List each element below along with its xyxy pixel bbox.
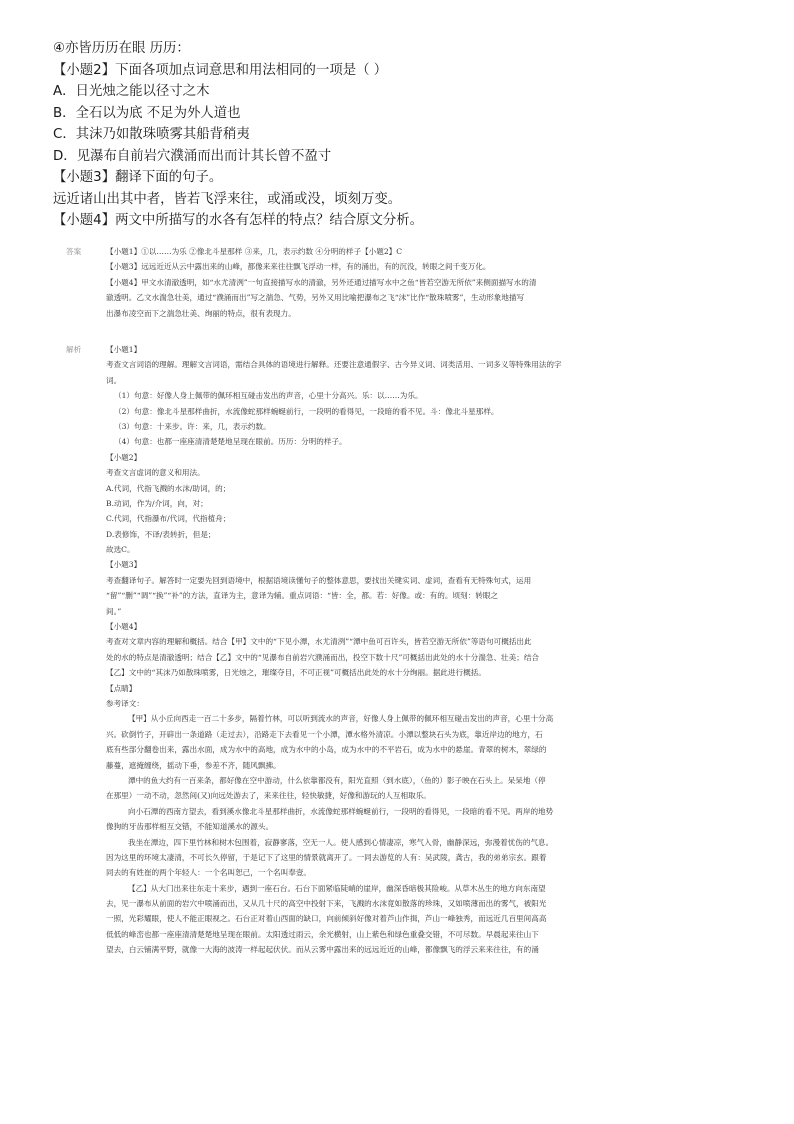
answer-line: 【小题3】远远近近从云中露出来的山峰，都像来来往往飘飞浮动一样，有的涌出，有的沉没，转眼之间千变万化。: [106, 262, 491, 272]
analysis-line: 在那里）一动不动，忽然间(又)向远处游去了，来来往往，轻快敏捷，好像和游玩的人互相取乐。: [106, 791, 431, 801]
analysis-line: 考查文言虚词的意义和用法。: [106, 468, 205, 478]
analysis-line: 望去，白云铺满平野，就像一大海的波涛一样起起伏伏。而从云雾中露出来的远远近近的山峰，都像飘飞的浮云来来往往，有的涌: [106, 945, 539, 955]
analysis-line: C.代词，代指瀑布/代词，代指植舟；: [106, 514, 231, 524]
answer-line: 【小题4】甲文水清澈透明，如“水尤清洌”一句直接描写水的清澈，另外还通过描写水中之鱼“皆若空游无所依”来侧面描写水的清: [106, 277, 537, 287]
analysis-line: 【点睛】: [106, 683, 137, 693]
analysis-line: 词。: [106, 375, 122, 385]
question-line-1: ④亦皆历历在眼 历历：: [53, 41, 190, 56]
analysis-line: 【甲】从小丘向西走一百二十多步，隔着竹林，可以听到流水的声音，好像人身上佩带的佩环相互碰击发出的声音，心里十分高: [128, 714, 554, 724]
answer-line: 【小题1】①以……为乐 ②像北斗星那样 ③来，几，表示约数 ④分明的样子【小题2】C: [106, 247, 403, 256]
analysis-line: 一照，光彩耀眼，使人不能正眼视之。石台正对着山西面的缺口，向前倾斜好像对着芦山作揖，芦山一峰独秀，而远近几百里间高高: [106, 914, 547, 924]
option-b-text: B．全石以为底 不足为外人道也: [53, 105, 241, 121]
question-line-2: 【小题2】下面各项加点词意思和用法相同的一项是（ ）: [53, 62, 388, 78]
analysis-line: 间。”: [106, 606, 122, 616]
analysis-line: （1）句意：好像人身上佩带的佩环相互碰击发出的声音，心里十分高兴。乐：以……为乐。: [114, 391, 423, 401]
analysis-line: 向小石潭的西南方望去，看到溪水像北斗星那样曲折，水流像蛇那样蜿蜒前行，一段明的看得见，一段暗的看不见。两岸的地势: [128, 806, 554, 816]
analysis-line: 因为这里的环境太凄清，不可长久停留，于是记下了这里的情景就离开了。一同去游览的人有：吴武陵，龚古，我的弟弟宗玄。跟着: [106, 852, 547, 862]
option-a-text: A．日光烛之能以径寸之木: [53, 84, 210, 99]
answer-body: [106, 244, 754, 321]
analysis-line: 考查翻译句子。解答时一定要先回到语境中，根据语境读懂句子的整体意思，要找出关键实词、虚词，查看有无特殊句式，运用: [106, 575, 532, 585]
analysis-line: 【小题3】: [106, 560, 142, 570]
analysis-line: 底有些部分翻卷出来，露出水面，成为水中的高地，成为水中的小岛，成为水中的不平岩石，成为水中的悬崖。青翠的树木，翠绿的: [106, 745, 547, 755]
analysis-line: （4）句意：也都一座座清清楚楚地呈现在眼前。历历：分明的样子。: [114, 437, 347, 447]
analysis-line: （2）句意：像北斗星那样曲折，水流像蛇那样蜿蜒前行，一段明的看得见，一段暗的看不见。斗：像北斗星那样。: [114, 406, 499, 416]
analysis-line: 像狗的牙齿那样相互交错，不能知道溪水的源头。: [106, 822, 274, 832]
analysis-line: 【乙】文中的“其沫乃如散珠喷雾，日光烛之，璀璨夺目，不可正视”可概括出此处的水十分绚丽。据此进行概括。: [106, 668, 486, 678]
answer-section: [66, 244, 746, 339]
analysis-tag: 解析: [66, 345, 82, 354]
question-option-d: [53, 146, 753, 168]
analysis-line: “留”“删”“调”“换”“补”的方法，直译为主，意译为辅。重点词语：“皆：全，都。若：好像。或：有的。顷刻：转眼之: [106, 591, 499, 601]
analysis-line: D.表修饰，不译/表转折，但是；: [106, 529, 216, 539]
analysis-line: 【小题1】: [106, 345, 142, 354]
analysis-line: 考查文言词语的理解。理解文言词语，需结合具体的语境进行解释。还要注意通假字、古今异义词、词类活用、一词多义等特殊用法的字: [106, 360, 562, 370]
analysis-line: （3）句意：十来步。许：来，几，表示约数。: [114, 421, 271, 431]
analysis-line: 故选C。: [106, 545, 135, 555]
analysis-body: [106, 342, 754, 958]
option-d-text: D．见瀑布自前岩穴濮涌而出而计其长曾不盈寸: [53, 148, 332, 164]
analysis-line: 我坐在潭边，四下里竹林和树木包围着，寂静寥落，空无一人。使人感到心情凄凉，寒气入骨，幽静深远，弥漫着忧伤的气息。: [128, 837, 554, 847]
question-option-c: [53, 124, 753, 146]
analysis-line: 去，见一瀑布从前面的岩穴中喷涌而出，又从几十尺的高空中投射下来，飞溅的水沫竟如散落的珍珠，又如喷薄而出的雾气，被阳光: [106, 899, 547, 909]
analysis-line: 藤蔓，遮掩缠绕，摇动下垂，参差不齐，随风飘拂。: [106, 760, 281, 770]
question-block: [53, 38, 753, 232]
analysis-line: 【小题4】: [106, 622, 142, 632]
question-option-a: [53, 81, 753, 103]
analysis-line: 同去的有姓崔的两个年轻人：一个名叫恕己，一个名叫奉壹。: [106, 868, 312, 878]
analysis-line: 潭中的鱼大约有一百来条，都好像在空中游动，什么依靠都没有，阳光直照（到水底），（鱼的）影子映在石头上。呆呆地（停: [128, 775, 546, 785]
question-line-9: 【小题4】两文中所描写的水各有怎样的特点？结合原文分析。: [53, 213, 424, 228]
answer-line: 出瀑布凌空而下之湍急壮美、绚丽的特点，很有表现力。: [106, 308, 296, 318]
analysis-section: [66, 342, 746, 1112]
analysis-line: 【小题2】: [106, 452, 142, 462]
analysis-line: 处的水的特点是清澈透明；结合【乙】文中的“见瀑布自前岩穴濮涌而出，投空下数十尺”可概括出此处的水十分湍急、壮美；结合: [106, 652, 540, 662]
analysis-line: 低低的峰峦也都一座座清清楚楚地呈现在眼前。太阳透过雨云，余光横射，山上紫色和绿色重叠交错，不可尽数。早晨起来往山下: [106, 929, 539, 939]
option-c-text: C．其沫乃如散珠喷雾其船背稍夷: [53, 127, 250, 142]
analysis-line: 兴。砍倒竹子，开辟出一条道路（走过去），沿路走下去看见一个小潭，潭水格外清凉。小潭以整块石头为底，靠近岸边的地方，石: [106, 729, 543, 739]
answer-line: 澈透明。乙文水湍急壮美，通过“濮涌而出”写之湍急、气势，另外又用比喻把瀑布之飞“沫”比作“散珠喷雾”，生动形象地描写: [106, 293, 525, 303]
question-line-8: 远近诸山出其中者，皆若飞浮来往，或涌或没，顷刻万变。: [53, 191, 402, 207]
analysis-line: 参考译文：: [106, 698, 144, 708]
question-line-7: 【小题3】翻译下面的句子。: [53, 170, 223, 185]
question-option-b: [53, 103, 753, 125]
analysis-line: A.代词，代指飞溅的水沫/助词，的；: [106, 483, 231, 493]
analysis-line: 考查对文章内容的理解和概括。结合【甲】文中的“下见小潭，水尤清洌”“潭中鱼可百许头，皆若空游无所依”等语句可概括出此: [106, 637, 532, 647]
analysis-line: 【乙】从大门出来往东走十来步，遇到一座石台。石台下面紧临陡峭的崖岸，幽深昏暗极其险峻。从草木丛生的地方向东南望: [128, 883, 546, 893]
analysis-line: B.动词，作为/介词，向，对；: [106, 498, 208, 508]
answer-tag: 答案: [66, 247, 82, 256]
